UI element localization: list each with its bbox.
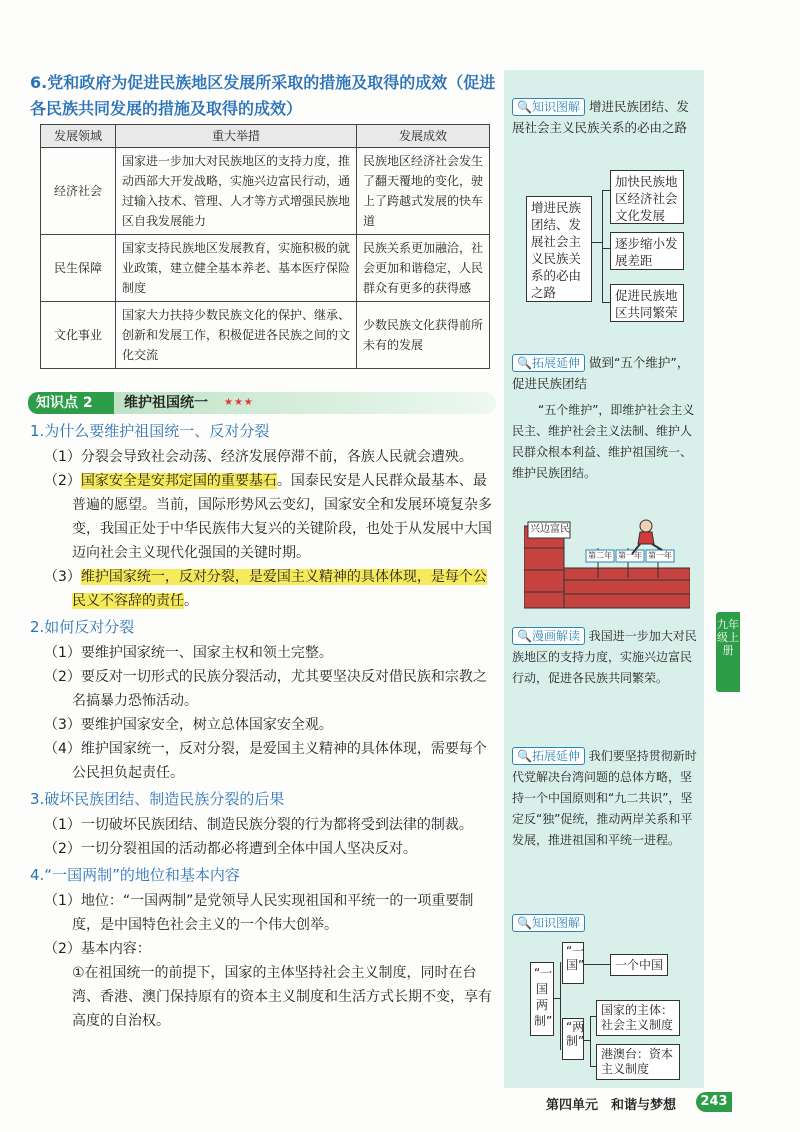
diagram-one-china-box: 一个中国	[610, 954, 668, 976]
side-note-4	[512, 746, 700, 851]
connector-line	[602, 248, 610, 249]
item-text: 。	[184, 593, 198, 609]
footer-unit: 第四单元 和谐与梦想	[546, 1098, 677, 1113]
diagram-branch-3: 促进民族地区共同繁荣	[610, 284, 684, 322]
table-cell: 民族地区经济社会发生了翻天覆地的变化，驶上了跨越式发展的快车道	[357, 148, 490, 235]
item-2-1: （1）要维护国家统一、国家主权和领土完整。	[44, 645, 333, 661]
table-cell: 国家进一步加大对民族地区的支持力度，推动西部大开发战略，实施兴边富民行动，通过输入技术、管理、人才等方式增强民族地区自我发展能力	[116, 148, 357, 235]
cartoon-sign: 兴边富民	[530, 524, 570, 535]
knowledge-diagram-tag: 🔍知识图解	[512, 914, 585, 932]
table-cell: 文化事业	[41, 302, 116, 369]
diagram-hk-macao-tw-box: 港澳台：资本主义制度	[596, 1044, 680, 1080]
item-1-1: （1）分裂会导致社会动荡、经济发展停滞不前，各族人民就会遭殃。	[44, 449, 473, 465]
table-row	[41, 148, 490, 235]
connector-line	[602, 190, 603, 302]
connector-line	[584, 964, 610, 965]
connector-line	[602, 302, 610, 303]
table-cell: 少数民族文化获得前所未有的发展	[357, 302, 490, 369]
side-column	[504, 70, 704, 1088]
col-header-area: 发展领域	[41, 125, 116, 148]
diagram-center-box: 增进民族团结、发展社会主义民族关系的必由之路	[526, 196, 592, 302]
diagram-branch-2: 逐步缩小发展差距	[610, 232, 684, 270]
subheading-2: 2.如何反对分裂	[30, 618, 135, 636]
col-header-results: 发展成效	[357, 125, 490, 148]
section-6-heading: 6.党和政府为促进民族地区发展所采取的措施及取得的成效（促进各民族共同发展的措施及取得的成效）	[30, 73, 496, 118]
item-number: （3）	[44, 569, 81, 585]
subheading-3: 3.破坏民族团结、制造民族分裂的后果	[30, 790, 285, 808]
side-note-text: 做到“五个维护”，促进民族团结	[512, 355, 690, 391]
cartoon-reading-tag: 🔍漫画解读	[512, 627, 585, 645]
item-4-2: （2）基本内容：	[44, 941, 151, 957]
side-note-text: 增进民族团结、发展社会主义民族关系的必由之路	[512, 99, 689, 135]
side-note-3	[512, 626, 700, 689]
table-cell: 经济社会	[41, 148, 116, 235]
knowledge-point-title: 维护祖国统一	[124, 395, 208, 411]
item-4-1: （1）地位：“一国两制”是党领导人民实现祖国和平统一的一项重要制度，是中国特色社会主义的一个伟大创举。	[44, 893, 474, 933]
knowledge-diagram-tag: 🔍知识图解	[512, 98, 585, 116]
connector-line	[602, 190, 610, 191]
side-note-text: 我们要坚持贯彻新时代党解决台湾问题的总体方略，坚持一个中国原则和“九二共识”，坚定反“独”促统，推动两岸关系和平发展，推进祖国和平统一进程。	[512, 749, 697, 847]
item-2-3: （3）要维护国家安全，树立总体国家安全观。	[44, 717, 333, 733]
development-table	[40, 124, 490, 369]
extension-tag: 🔍拓展延伸	[512, 354, 585, 372]
cartoon-illustration	[524, 518, 690, 612]
diagram-liangzhi-box: “两制”	[562, 1018, 584, 1060]
item-3-2: （2）一切分裂祖国的活动都必将遭到全体中国人坚决反对。	[44, 841, 417, 857]
item-2-4: （4）维护国家统一，反对分裂，是爱国主义精神的具体体现，需要每个公民担负起责任。	[44, 741, 487, 781]
connector-line	[590, 1016, 591, 1066]
item-1-3	[30, 565, 496, 613]
highlight-text: 维护国家统一，反对分裂，是爱国主义精神的具体体现，是每个公民义不容辞的责任	[72, 569, 487, 609]
item-4-3: ①在祖国统一的前提下，国家的主体坚持社会主义制度，同时在台湾、香港、澳门保持原有的资本主义制度和生活方式长期不变，享有高度的自治权。	[72, 965, 492, 1029]
table-cell: 民生保障	[41, 235, 116, 302]
col-header-measures: 重大举措	[116, 125, 357, 148]
side-note-1	[512, 96, 700, 138]
cartoon-stage-3: 第一年	[648, 551, 672, 560]
grade-tab: 九年级上册	[716, 612, 740, 692]
table-cell: 国家支持民族地区发展教育，实施积极的就业政策，建立健全基本养老、基本医疗保险制度	[116, 235, 357, 302]
subheading-1: 1.为什么要维护祖国统一、反对分裂	[30, 422, 270, 440]
cartoon-stage-2: 第一年	[618, 551, 642, 560]
subheading-4: 4.“一国两制”的地位和基本内容	[30, 866, 240, 884]
main-content	[30, 420, 496, 1033]
item-number: （2）	[44, 473, 81, 489]
side-note-2	[512, 352, 700, 394]
side-note-2-body: “五个维护”，即维护社会主义民主、维护社会主义法制、维护人民群众根本利益、维护祖国统一、维护民族团结。	[512, 403, 695, 480]
item-3-1: （1）一切破坏民族团结、制造民族分裂的行为都将受到法律的制裁。	[44, 817, 473, 833]
diagram-mainland-box: 国家的主体：社会主义制度	[596, 1000, 680, 1036]
table-row	[41, 302, 490, 369]
table-cell: 国家大力扶持少数民族文化的保护、继承、创新和发展工作，积极促进各民族之间的文化交流	[116, 302, 357, 369]
table-row	[41, 235, 490, 302]
table-header-row	[41, 125, 490, 148]
item-1-2	[30, 469, 496, 565]
diagram-root-box: “一国两制”	[530, 962, 554, 1036]
extension-tag: 🔍拓展延伸	[512, 747, 585, 765]
difficulty-stars: ★★★	[224, 397, 254, 408]
side-note-text: 我国进一步加大对民族地区的支持力度，实施兴边富民行动，促进各民族共同繁荣。	[512, 629, 697, 685]
diagram-yiguo-box: “一国”	[562, 942, 584, 984]
connector-line	[592, 242, 602, 243]
cartoon-stage-1: 第二年	[588, 551, 612, 560]
table-cell: 民族关系更加融洽，社会更加和谐稳定，人民群众有更多的获得感	[357, 235, 490, 302]
side-note-5	[512, 912, 700, 933]
item-text: 。国泰民安是人民群众最基本、最普遍的愿望。当前，国际形势风云变幻，国家安全和发展环境复杂多变，我国正处于中华民族伟大复兴的关键阶段，也处于从发展中大国迈向社会主义现代化强国的关键时期。	[72, 473, 492, 561]
connector-line	[560, 962, 561, 1050]
knowledge-point-tag: 知识点 2	[28, 392, 114, 414]
diagram-branch-1: 加快民族地区经济社会文化发展	[610, 170, 684, 224]
knowledge-point-banner	[28, 392, 496, 414]
item-2-2: （2）要反对一切形式的民族分裂活动，尤其要坚决反对借民族和宗教之名搞暴力恐怖活动。	[44, 669, 487, 709]
page-number: 243	[696, 1092, 732, 1112]
highlight-text: 国家安全是安邦定国的重要基石	[80, 473, 277, 489]
